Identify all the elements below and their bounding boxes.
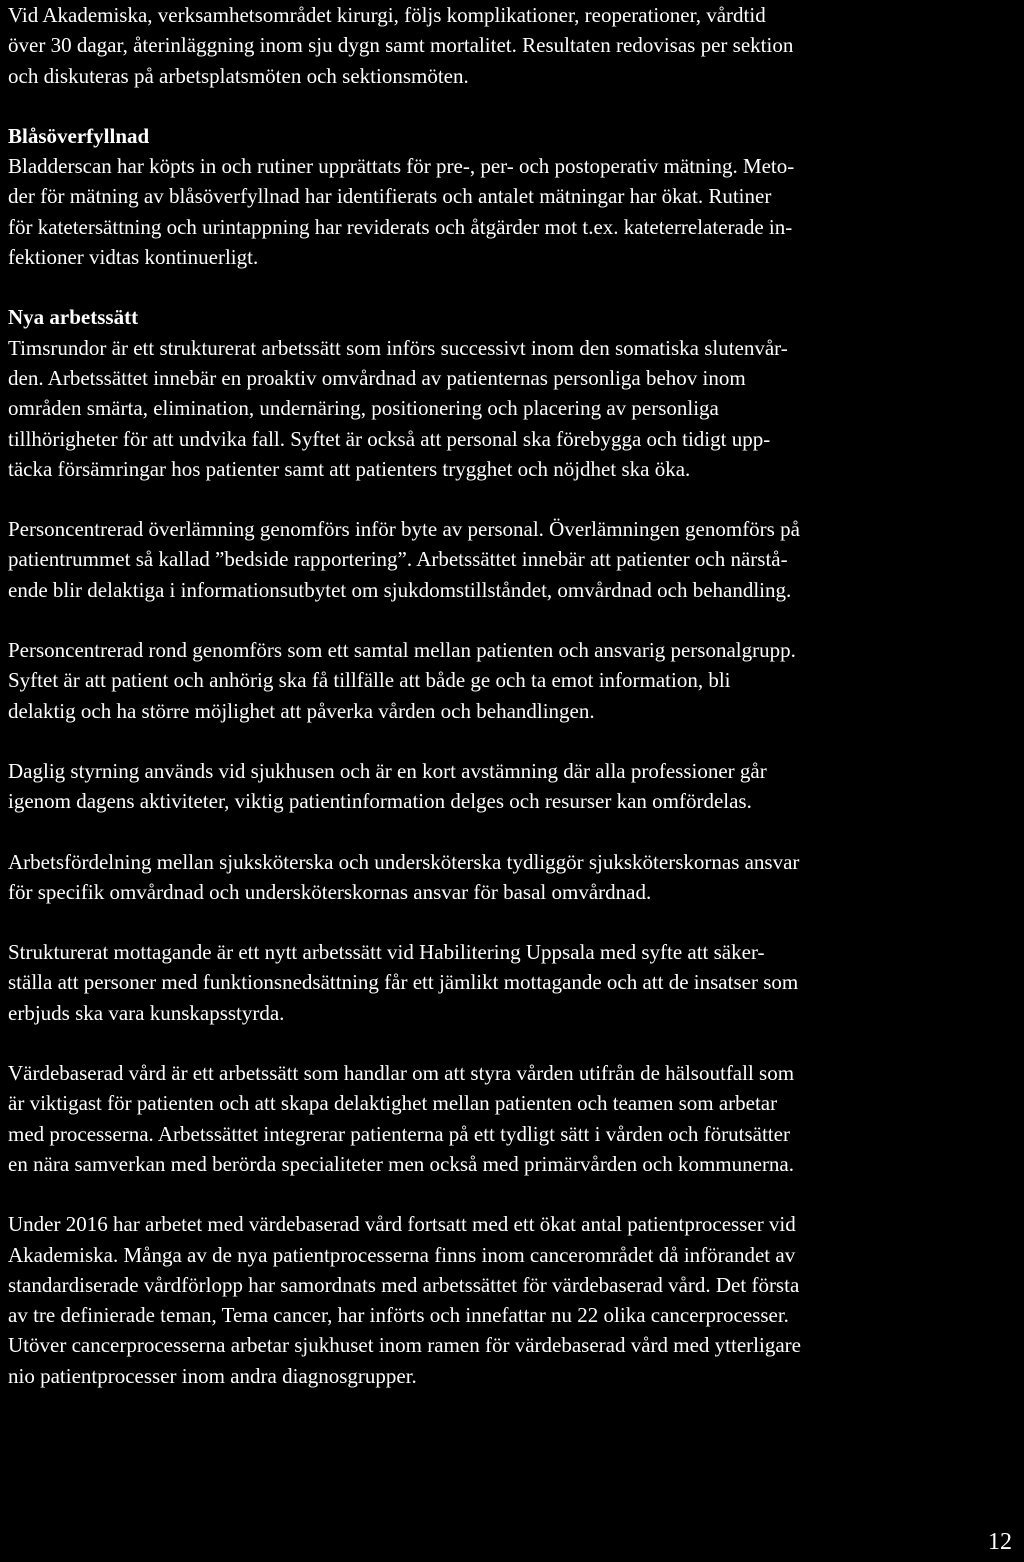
paragraph-vardebaserad bbox=[8, 1058, 1018, 1179]
section-nya-arbetssatt bbox=[8, 302, 1018, 484]
text-line: Värdebaserad vård är ett arbetssätt som handlar om att styra vården utifrån de hälsoutfall som bbox=[8, 1061, 795, 1086]
text-line: erbjuds ska vara kunskapsstyrda. bbox=[8, 1000, 285, 1025]
text-line: igenom dagens aktiviteter, viktig patientinformation delges och resurser kan omfördelas. bbox=[8, 789, 752, 814]
text-line: Utöver cancerprocesserna arbetar sjukhuset inom ramen för värdebaserad vård med ytterligare bbox=[8, 1333, 801, 1358]
text-line: nio patientprocesser inom andra diagnosgrupper. bbox=[8, 1363, 417, 1388]
text-line: patientrummet så kallad ”bedside rapportering”. Arbetssättet innebär att patienter och närstå- bbox=[8, 547, 788, 572]
paragraph-styrning bbox=[8, 756, 1018, 817]
text-line: Syftet är att patient och anhörig ska få tillfälle att både ge och ta emot information, bli bbox=[8, 668, 731, 693]
section-heading: Blåsöverfyllnad bbox=[8, 123, 150, 148]
paragraph-under-2016 bbox=[8, 1209, 1018, 1391]
text-line: Akademiska. Många av de nya patientprocesserna finns inom cancerområdet då införandet av bbox=[8, 1242, 796, 1267]
text-line: delaktig och ha större möjlighet att påverka vården och behandlingen. bbox=[8, 698, 595, 723]
text-line: för katetersättning och urintappning har reviderats och åtgärder mot t.ex. kateterrelaterade in- bbox=[8, 214, 793, 239]
text-line: Bladderscan har köpts in och rutiner upprättats för pre-, per- och postoperativ mätning. Meto- bbox=[8, 154, 795, 179]
text-line: der för mätning av blåsöverfyllnad har identifierats och antalet mätningar har ökat. Rutiner bbox=[8, 184, 772, 209]
text-line: Strukturerat mottagande är ett nytt arbetssätt vid Habilitering Uppsala med syfte att säker- bbox=[8, 940, 765, 965]
text-line: ende blir delaktiga i informationsutbytet om sjukdomstillståndet, omvårdnad och behandling. bbox=[8, 577, 792, 602]
text-line: Personcentrerad rond genomförs som ett samtal mellan patienten och ansvarig personalgrupp. bbox=[8, 638, 796, 663]
text-line: Vid Akademiska, verksamhetsområdet kirurgi, följs komplikationer, reoperationer, vårdtid bbox=[8, 3, 766, 27]
text-line: Arbetsfördelning mellan sjuksköterska och undersköterska tydliggör sjuksköterskornas ansvar bbox=[8, 849, 800, 874]
page-number: 12 bbox=[988, 1529, 1012, 1555]
text-line: av tre definierade teman, Tema cancer, har införts och innefattar nu 22 olika cancerprocesser. bbox=[8, 1303, 789, 1328]
text-line: täcka försämringar hos patienter samt att patienters trygghet och nöjdhet ska öka. bbox=[8, 456, 691, 481]
text-line: för specifik omvårdnad och undersköterskornas ansvar för basal omvårdnad. bbox=[8, 879, 652, 904]
text-line: över 30 dagar, återinläggning inom sju dygn samt mortalitet. Resultaten redovisas per sektion bbox=[8, 33, 794, 58]
intro-paragraph bbox=[8, 0, 1018, 91]
paragraph-rond bbox=[8, 635, 1018, 726]
text-line: Daglig styrning används vid sjukhusen och är en kort avstämning där alla professioner går bbox=[8, 758, 767, 783]
text-line: Timsrundor är ett strukturerat arbetssätt som införs successivt inom den somatiska slutenvår- bbox=[8, 335, 788, 360]
text-line: den. Arbetssättet innebär en proaktiv omvårdnad av patienternas personliga behov inom bbox=[8, 365, 746, 390]
text-line: fektioner vidtas kontinuerligt. bbox=[8, 245, 259, 270]
paragraph-overlamning bbox=[8, 514, 1018, 605]
text-line: och diskuteras på arbetsplatsmöten och sektionsmöten. bbox=[8, 63, 469, 88]
text-line: en nära samverkan med berörda specialiteter men också med primärvården och kommunerna. bbox=[8, 1151, 795, 1176]
text-line: områden smärta, elimination, undernäring, positionering och placering av personliga bbox=[8, 396, 719, 421]
text-line: Under 2016 har arbetet med värdebaserad vård fortsatt med ett ökat antal patientprocesser vid bbox=[8, 1212, 796, 1237]
text-line: standardiserade vårdförlopp har samordnats med arbetssättet för värdebaserad vård. Det första bbox=[8, 1272, 800, 1297]
paragraph-arbetsfordelning bbox=[8, 847, 1018, 908]
paragraph-mottagande bbox=[8, 937, 1018, 1028]
text-line: ställa att personer med funktionsnedsättning får ett jämlikt mottagande och att de insatser som bbox=[8, 970, 799, 995]
document-page bbox=[8, 0, 1018, 1391]
text-line: är viktigast för patienten och att skapa delaktighet mellan patienten och teamen som arbetar bbox=[8, 1091, 778, 1116]
text-line: tillhörigheter för att undvika fall. Syftet är också att personal ska förebygga och tidigt upp- bbox=[8, 426, 771, 451]
text-line: med processerna. Arbetssättet integrerar patienterna på ett tydligt sätt i vården och förutsätter bbox=[8, 1121, 790, 1146]
text-line: Personcentrerad överlämning genomförs inför byte av personal. Överlämningen genomförs på bbox=[8, 517, 800, 542]
section-blasoverfyllnad bbox=[8, 121, 1018, 272]
section-heading: Nya arbetssätt bbox=[8, 305, 139, 330]
